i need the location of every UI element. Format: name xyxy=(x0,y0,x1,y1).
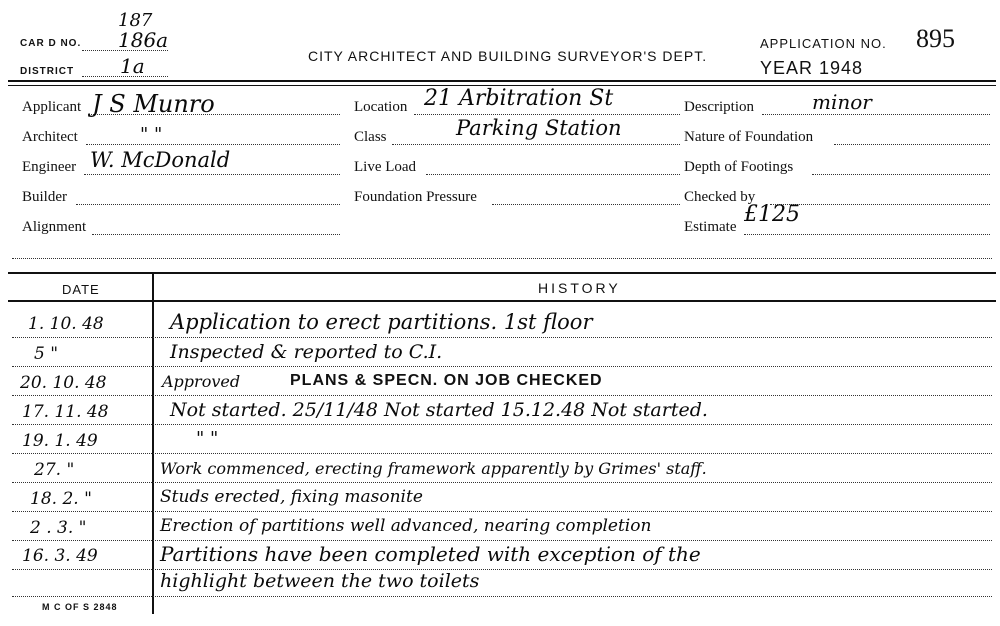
dept-title: CITY ARCHITECT AND BUILDING SURVEYOR'S DEPT. xyxy=(308,48,708,64)
location-label: Location xyxy=(354,99,408,115)
nature-of-foundation-line xyxy=(834,144,990,145)
estimate-line xyxy=(744,234,990,235)
architect-line xyxy=(86,144,340,145)
description-line xyxy=(762,114,990,115)
history-date: 27. " xyxy=(34,460,75,480)
history-date: 20. 10. 48 xyxy=(20,373,107,393)
district-label: DISTRICT xyxy=(20,66,75,77)
builder-line xyxy=(76,204,340,205)
history-entry: Erection of partitions well advanced, nearing completion xyxy=(160,516,652,536)
application-label: APPLICATION NO. xyxy=(760,36,887,51)
description-value: minor xyxy=(812,90,872,114)
history-entry: highlight between the two toilets xyxy=(160,570,480,592)
card-number-value: 186a xyxy=(118,28,169,52)
plans-checked-stamp: PLANS & SPECN. ON JOB CHECKED xyxy=(290,372,603,389)
history-entry: Work commenced, erecting framework apparently by Grimes' staff. xyxy=(160,459,707,478)
depth-of-footings-label: Depth of Footings xyxy=(684,159,794,175)
nature-of-foundation-label: Nature of Foundation xyxy=(684,129,814,145)
alignment-label: Alignment xyxy=(22,219,87,235)
row-line xyxy=(12,424,992,425)
history-date: 18. 2. " xyxy=(30,489,92,509)
builder-label: Builder xyxy=(22,189,67,205)
row-line xyxy=(12,366,992,367)
architect-value: " " xyxy=(140,124,163,145)
applicant-label: Applicant xyxy=(22,99,82,115)
row-line xyxy=(12,482,992,483)
row-line xyxy=(12,596,992,597)
foundation-pressure-label: Foundation Pressure xyxy=(354,189,477,205)
architect-label: Architect xyxy=(22,129,78,145)
engineer-value: W. McDonald xyxy=(90,148,231,172)
alignment-line xyxy=(92,234,340,235)
applicant-value: J S Munro xyxy=(92,90,215,118)
class-value: Parking Station xyxy=(456,116,622,140)
row-line xyxy=(12,511,992,512)
card-number-value-top: 187 xyxy=(118,10,153,31)
history-date: 2 . 3. " xyxy=(30,518,87,538)
engineer-label: Engineer xyxy=(22,159,77,175)
history-top-rule xyxy=(8,272,996,274)
history-date: 16. 3. 49 xyxy=(22,546,98,566)
row-line xyxy=(12,569,992,570)
estimate-label: Estimate xyxy=(684,219,737,235)
application-number: 895 xyxy=(916,24,955,53)
history-date: 1. 10. 48 xyxy=(28,314,104,334)
depth-of-footings-line xyxy=(812,174,990,175)
history-entry: Approved xyxy=(162,372,241,391)
card-number-label: CAR D NO. xyxy=(20,38,82,49)
history-entry: Inspected & reported to C.I. xyxy=(170,341,443,363)
live-load-label: Live Load xyxy=(354,159,417,175)
history-header: HISTORY xyxy=(538,280,621,296)
row-line xyxy=(12,337,992,338)
row-line xyxy=(12,453,992,454)
history-header-rule xyxy=(8,300,996,302)
history-column-divider xyxy=(152,272,154,614)
description-label: Description xyxy=(684,99,754,115)
row-line xyxy=(12,540,992,541)
class-line xyxy=(392,144,680,145)
engineer-line xyxy=(84,174,340,175)
class-label: Class xyxy=(354,129,387,145)
estimate-value: £125 xyxy=(744,202,800,227)
checked-by-label: Checked by xyxy=(684,189,756,205)
location-line xyxy=(414,114,680,115)
header-rule xyxy=(8,80,996,82)
fields-extra-line xyxy=(12,258,992,259)
history-entry: " " xyxy=(196,428,219,449)
history-date: 19. 1. 49 xyxy=(22,431,98,451)
history-entry: Partitions have been completed with exception of the xyxy=(160,542,701,566)
year-label: YEAR 1948 xyxy=(760,58,864,78)
history-entry: Not started. 25/11/48 Not started 15.12.48 Not started. xyxy=(170,399,708,421)
history-entry: Studs erected, fixing masonite xyxy=(160,487,423,507)
row-line xyxy=(12,395,992,396)
location-value: 21 Arbitration St xyxy=(424,86,614,111)
form-code: M C OF S 2848 xyxy=(42,602,118,612)
checked-by-line xyxy=(770,204,990,205)
history-date: 17. 11. 48 xyxy=(22,402,109,422)
foundation-pressure-line xyxy=(492,204,680,205)
live-load-line xyxy=(426,174,680,175)
history-entry: Application to erect partitions. 1st floor xyxy=(170,310,593,334)
date-header: DATE xyxy=(62,282,100,297)
district-value: 1a xyxy=(120,54,145,78)
history-date: 5 " xyxy=(34,344,59,364)
